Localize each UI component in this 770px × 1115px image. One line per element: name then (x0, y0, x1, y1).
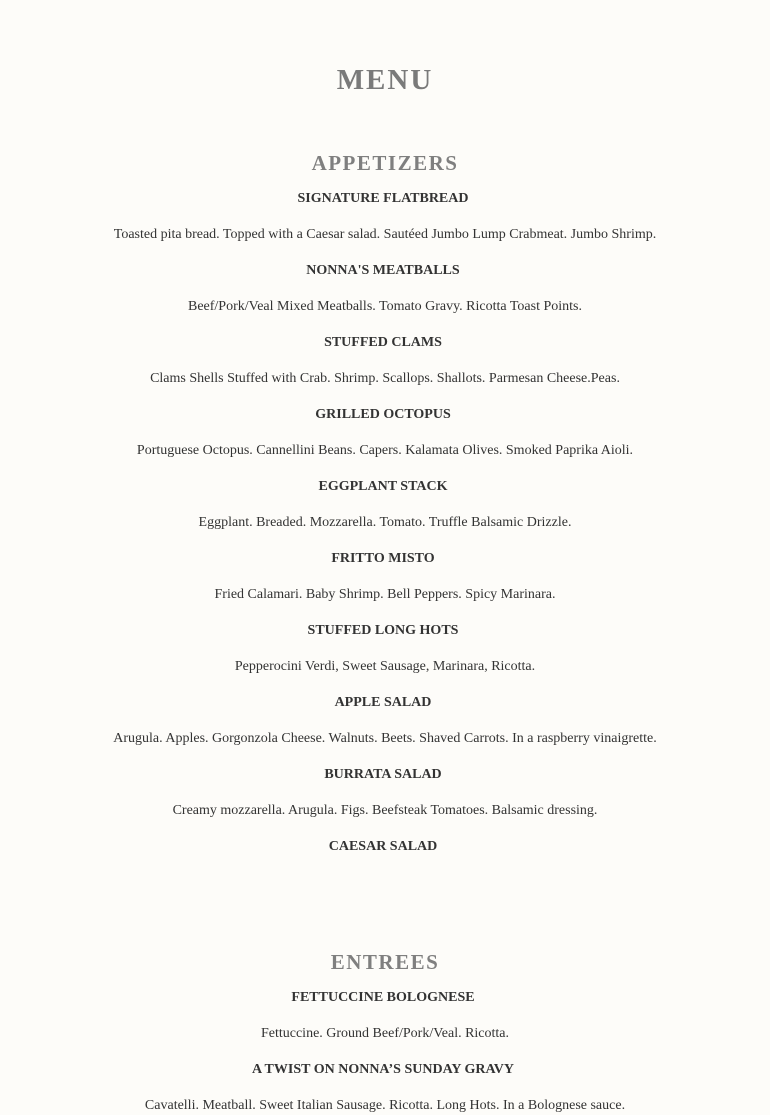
menu-title: MENU (336, 64, 434, 96)
menu-item-description: Arugula. Apples. Gorgonzola Cheese. Walnuts. Beets. Shaved Carrots. In a raspberry vinaigrette. (113, 731, 657, 746)
menu-item-description: Fettuccine. Ground Beef/Pork/Veal. Ricotta. (260, 1026, 510, 1041)
menu-item-name: A TWIST ON NONNA’S SUNDAY GRAVY (251, 1062, 515, 1077)
menu-item-description: Eggplant. Breaded. Mozzarella. Tomato. Truffle Balsamic Drizzle. (198, 515, 572, 530)
menu-item-description: Portuguese Octopus. Cannellini Beans. Capers. Kalamata Olives. Smoked Paprika Aioli. (136, 443, 634, 458)
menu-item-name: NONNA'S MEATBALLS (306, 263, 460, 278)
menu-item-description: Beef/Pork/Veal Mixed Meatballs. Tomato Gravy. Ricotta Toast Points. (187, 299, 582, 314)
menu-item-name: BURRATA SALAD (324, 767, 442, 782)
menu-item-name: STUFFED LONG HOTS (307, 623, 459, 638)
section-heading-appetizers: APPETIZERS (311, 151, 459, 175)
menu-item-name: STUFFED CLAMS (324, 335, 442, 350)
menu-item-name: APPLE SALAD (334, 695, 432, 710)
menu-item-description: Clams Shells Stuffed with Crab. Shrimp. Scallops. Shallots. Parmesan Cheese.Peas. (150, 371, 620, 386)
menu-item-description: Toasted pita bread. Topped with a Caesar salad. Sautéed Jumbo Lump Crabmeat. Jumbo Shrimp. (113, 227, 657, 242)
menu-item-name: CAESAR SALAD (328, 839, 438, 854)
menu-item-description: Cavatelli. Meatball. Sweet Italian Sausage. Ricotta. Long Hots. In a Bolognese sauce. (144, 1098, 626, 1113)
menu-item-name: FRITTO MISTO (331, 551, 435, 566)
menu-item-name: EGGPLANT STACK (318, 479, 448, 494)
menu-item-description: Pepperocini Verdi, Sweet Sausage, Marinara, Ricotta. (234, 659, 536, 674)
menu-item-description: Fried Calamari. Baby Shrimp. Bell Peppers. Spicy Marinara. (214, 587, 556, 602)
menu-item-description: Creamy mozzarella. Arugula. Figs. Beefsteak Tomatoes. Balsamic dressing. (172, 803, 598, 818)
section-heading-entrees: ENTREES (330, 950, 440, 974)
menu-item-name: SIGNATURE FLATBREAD (297, 191, 469, 206)
menu-item-name: GRILLED OCTOPUS (315, 407, 451, 422)
menu-item-name: FETTUCCINE BOLOGNESE (291, 990, 475, 1005)
